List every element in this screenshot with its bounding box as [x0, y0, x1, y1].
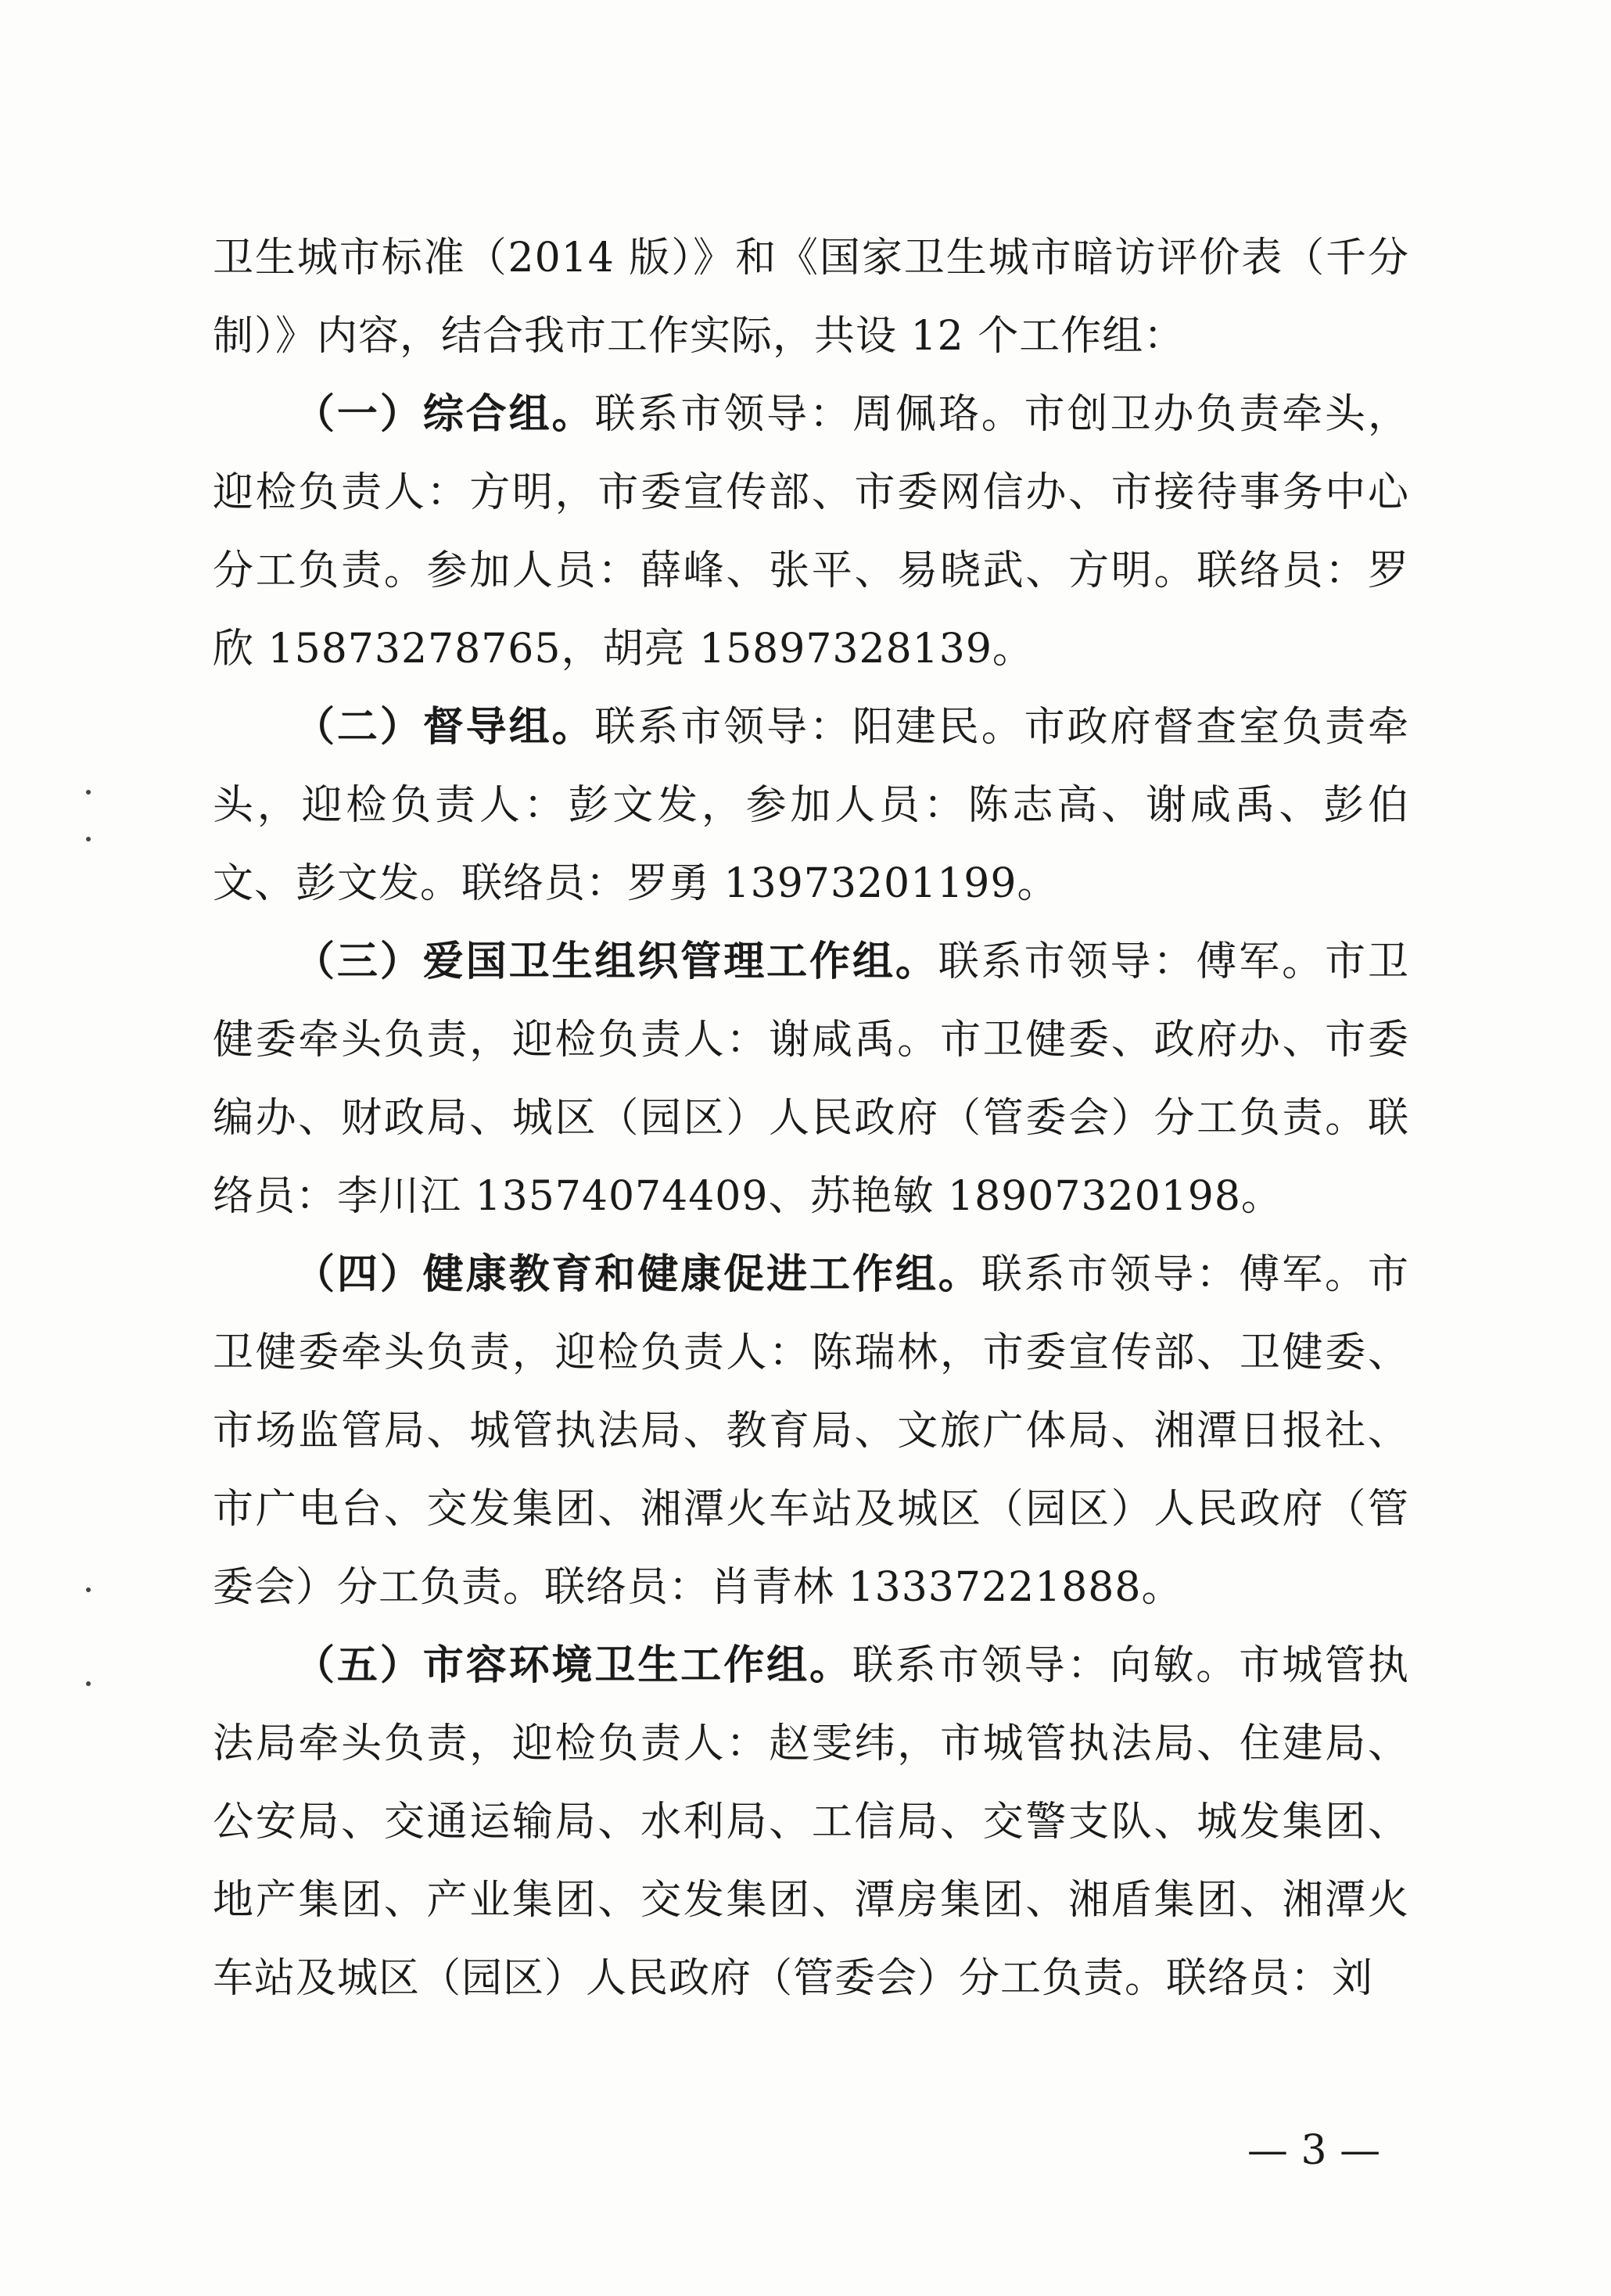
margin-speck — [86, 837, 91, 841]
group-heading: （五）市容环境卫生工作组。 — [294, 1641, 852, 1689]
intro-paragraph: 卫生城市标准（2014 版）》和《国家卫生城市暗访评价表（千分制）》内容，结合我市工作实际，共设 12 个工作组： — [213, 235, 1409, 360]
group-body: 联系市领导：周佩珞。市创卫办负责牵头，迎检负责人：方明，市委宣传部、市委网信办、市接待事务中心分工负责。参加人员：薛峰、张平、易晓武、方明。联络员：罗欣 15873278765，胡亮 15897328139。 — [213, 391, 1409, 673]
group-paragraph-2 — [213, 688, 1409, 923]
group-body: 联系市领导：阳建民。市政府督查室负责牵头，迎检负责人：彭文发，参加人员：陈志高、谢咸禹、彭伯文、彭文发。联络员：罗勇 13973201199。 — [213, 704, 1409, 907]
group-heading: （三）爱国卫生组织管理工作组。 — [294, 938, 938, 985]
group-body: 联系市领导：向敏。市城管执法局牵头负责，迎检负责人：赵雯纬，市城管执法局、住建局、公安局、交通运输局、水利局、工信局、交警支队、城发集团、地产集团、产业集团、交发集团、潭房集团、湘盾集团、湘潭火车站及城区（园区）人民政府（管委会）分工负责。联络员：刘 — [213, 1642, 1409, 2002]
page-number: — 3 — — [1247, 2127, 1381, 2174]
group-heading: （一）综合组。 — [294, 390, 595, 438]
group-body: 联系市领导：傅军。市卫健委牵头负责，迎检负责人：陈瑞林，市委宣传部、卫健委、市场监管局、城管执法局、教育局、文旅广体局、湘潭日报社、市广电台、交发集团、湘潭火车站及城区（园区）人民政府（管委会）分工负责。联络员：肖青林 13337221888。 — [213, 1251, 1409, 1611]
group-heading: （二）督导组。 — [294, 703, 595, 751]
margin-speck — [86, 1587, 91, 1592]
document-body — [213, 219, 1409, 2018]
group-paragraph-5 — [213, 1627, 1409, 2018]
group-body: 联系市领导：傅军。市卫健委牵头负责，迎检负责人：谢咸禹。市卫健委、政府办、市委编办、财政局、城区（园区）人民政府（管委会）分工负责。联络员：李川江 13574074409、苏艳敏 18907320198。 — [213, 938, 1409, 1220]
group-heading: （四）健康教育和健康促进工作组。 — [294, 1250, 981, 1298]
group-paragraph-4 — [213, 1236, 1409, 1627]
margin-speck — [86, 790, 91, 795]
group-paragraph-1 — [213, 375, 1409, 688]
margin-speck — [86, 1681, 91, 1686]
group-paragraph-3 — [213, 923, 1409, 1236]
